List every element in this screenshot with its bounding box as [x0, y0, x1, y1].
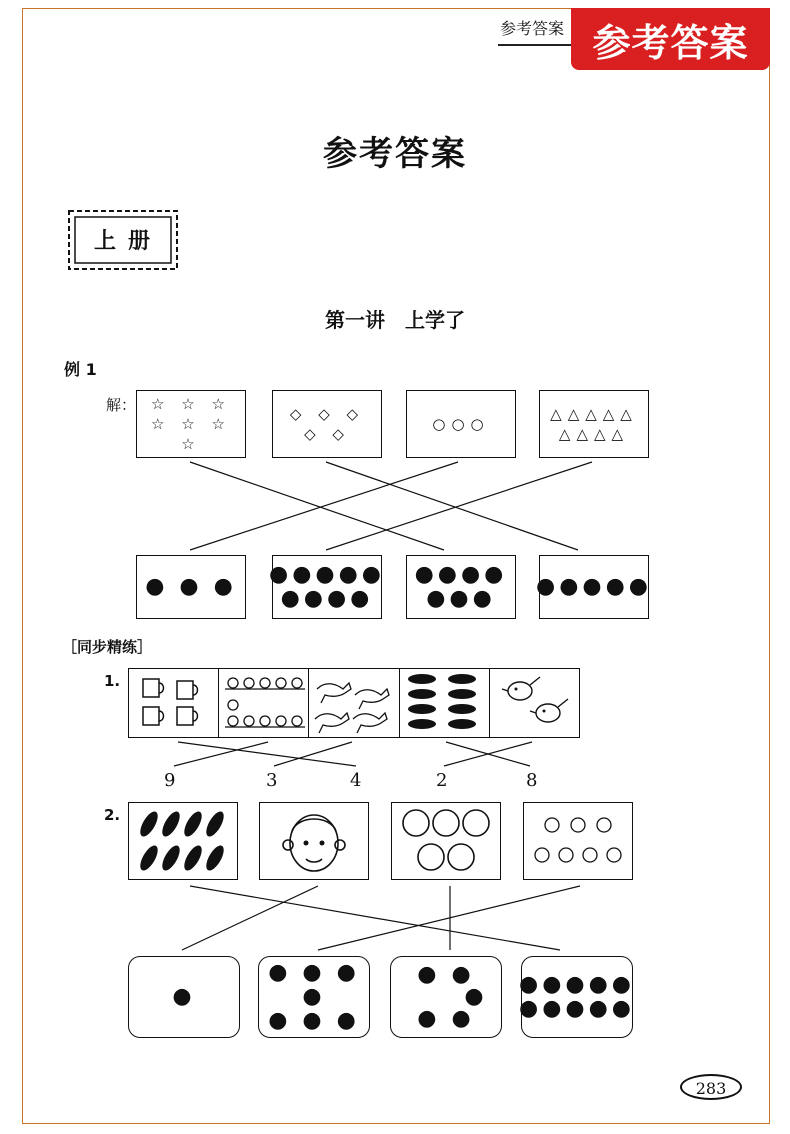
dots-row: ● ● ● [268, 1008, 360, 1033]
q1-number-2: 2 [436, 770, 448, 791]
practice-label: ［同步精练］ [62, 638, 153, 656]
dot-box-9 [269, 555, 385, 619]
shape-box-circles [406, 390, 516, 458]
dots-row: ● ● [417, 962, 475, 987]
volume-label: 上册 [93, 229, 162, 254]
leaves-picture [128, 802, 238, 880]
q2-dot-box-10 [521, 956, 633, 1038]
dots-row: ● [464, 984, 488, 1009]
dots-row: ●●●●● [269, 562, 385, 587]
dot-box-5 [536, 555, 652, 619]
q2-dot-box-5 [390, 956, 502, 1038]
face-icon [264, 805, 364, 877]
dots-row: ●●●●● [519, 972, 635, 997]
fish-icon [400, 669, 488, 735]
stars-row-1: ☆ ☆ ☆ [151, 395, 231, 413]
q1-number-8: 8 [526, 770, 538, 791]
answer-badge: 参考答案 [571, 8, 770, 70]
question-2-number: 2. [104, 806, 121, 824]
page-title: 参考答案 [323, 134, 467, 174]
dots-row: ● ● ● [145, 574, 237, 599]
dots-row: ●●●● [280, 586, 374, 611]
horse-icon [309, 669, 397, 735]
diamonds-row-1: ◇ ◇ ◇ [289, 405, 365, 423]
flower-icon [528, 805, 628, 877]
dots-row: ●●●●● [536, 574, 652, 599]
diamonds-row-2: ◇ ◇ [304, 425, 350, 443]
example-label: 例 1 [64, 360, 97, 379]
fish-picture [400, 669, 490, 737]
volume-ornament [66, 208, 180, 272]
solution-label: 解： [106, 396, 137, 414]
q1-number-4: 4 [350, 770, 362, 791]
dot-box-3 [136, 555, 246, 619]
flowers-picture [523, 802, 633, 880]
snails-picture [219, 669, 309, 737]
dots-row: ● ● ● ● [268, 960, 360, 1009]
page-number: 283 [680, 1074, 742, 1100]
face-picture [259, 802, 369, 880]
birds-picture [490, 669, 579, 737]
dots-row: ●●●●● [519, 996, 635, 1021]
triangles-row-1: △△△△△ [550, 405, 638, 423]
horses-picture [309, 669, 399, 737]
shape-box-diamonds [272, 390, 382, 458]
bird-icon [490, 669, 578, 735]
circles-row-1: ○○○ [432, 415, 490, 433]
q2-dot-box-1 [128, 956, 240, 1038]
cups-picture [129, 669, 219, 737]
dots-row: ● ● [417, 1006, 475, 1031]
leaf-icon [133, 806, 233, 876]
stars-row-2: ☆ ☆ ☆ ☆ [151, 415, 231, 453]
cup-icon [129, 669, 217, 735]
lecture-heading: 第一讲 上学了 [325, 308, 465, 332]
dots-row: ●●●● [414, 562, 508, 587]
circles-picture [391, 802, 501, 880]
q1-number-9: 9 [164, 770, 176, 791]
triangles-row-2: △△△△ [558, 425, 630, 443]
q1-number-3: 3 [266, 770, 278, 791]
running-header: 参考答案 [500, 19, 565, 38]
shape-box-stars [136, 390, 246, 458]
q1-picture-strip [128, 668, 580, 738]
circle-icon [396, 805, 496, 877]
shape-box-triangles [539, 390, 649, 458]
dot-box-7 [406, 555, 516, 619]
q2-dot-box-7 [258, 956, 370, 1038]
snail-icon [219, 669, 307, 735]
dots-row: ● [172, 984, 196, 1009]
dots-row: ●●● [426, 586, 496, 611]
question-1-number: 1. [104, 672, 121, 690]
